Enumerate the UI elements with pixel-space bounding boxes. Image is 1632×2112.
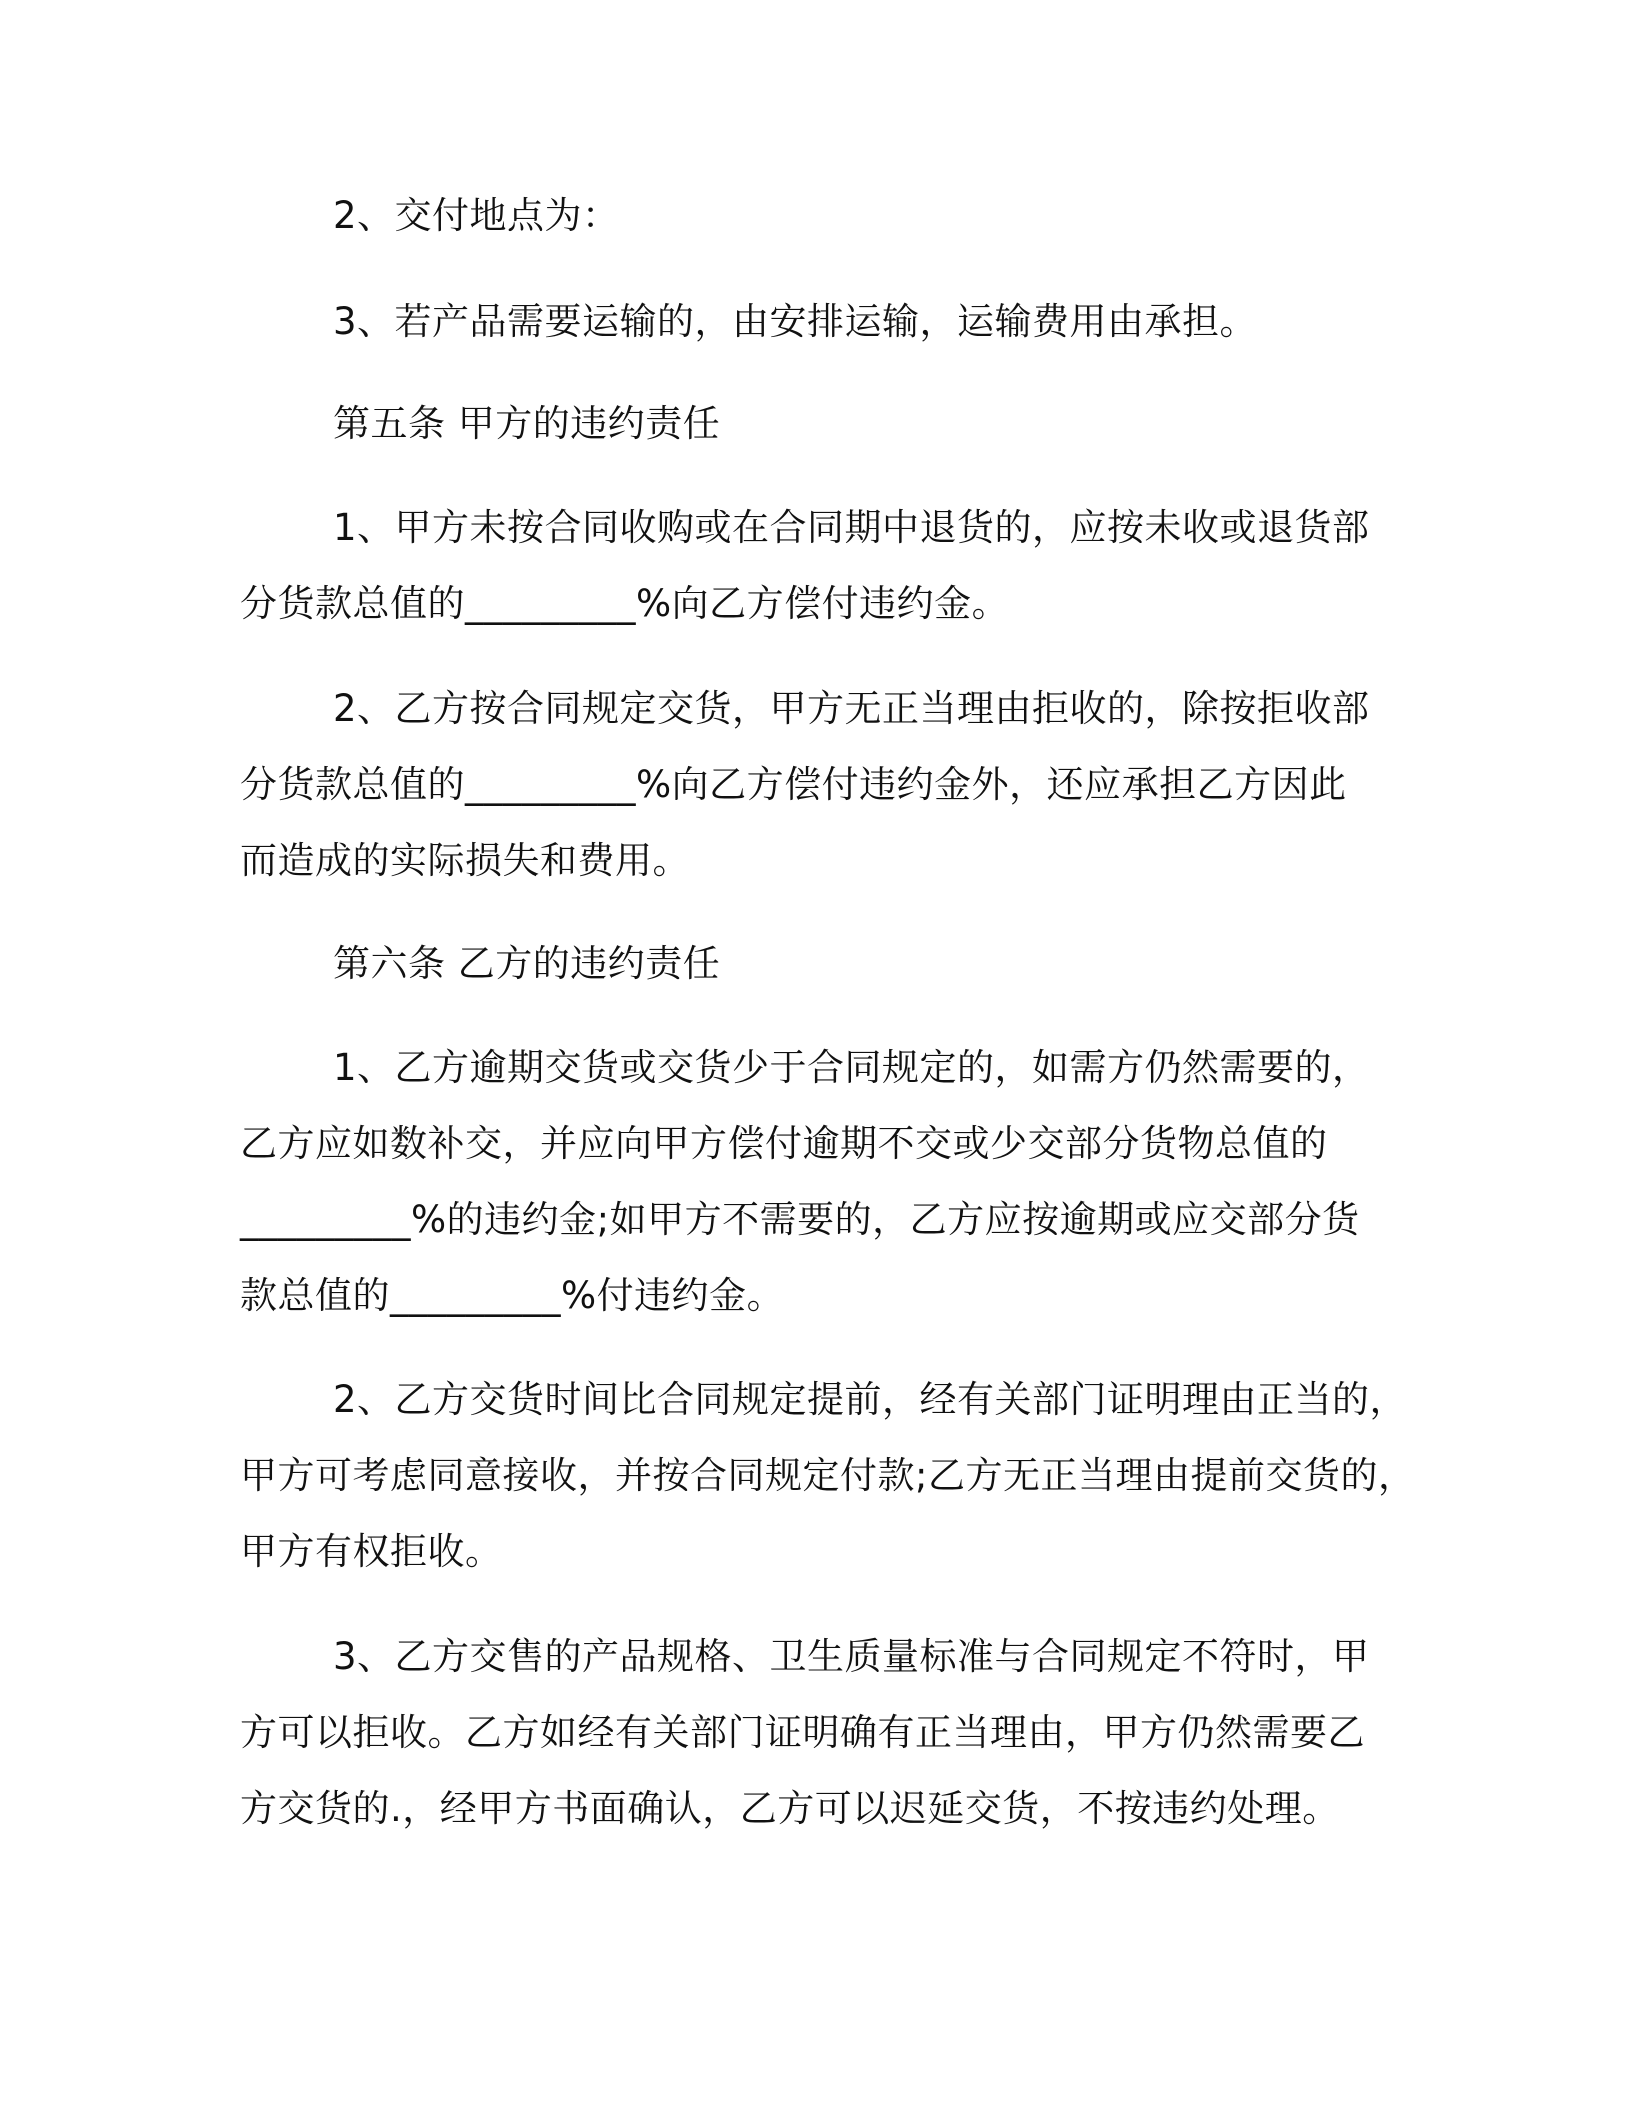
article-6-item-1 [240, 1030, 1400, 1334]
paragraph-line: 甲方有权拒收。 [240, 1530, 503, 1573]
article-6-item-3 [240, 1619, 1400, 1847]
paragraph-line: 3、若产品需要运输的，由安排运输，运输费用由承担。 [333, 300, 1258, 343]
paragraph-line: 甲方可考虑同意接收，并按合同规定付款;乙方无正当理由提前交货的， [240, 1454, 1416, 1497]
paragraph-line: 方交货的.，经甲方书面确认，乙方可以迟延交货，不按违约处理。 [240, 1787, 1340, 1830]
article-5-item-2 [240, 671, 1400, 899]
paragraph-line: 2、交付地点为： [333, 194, 620, 237]
paragraph-line: 乙方应如数补交，并应向甲方偿付逾期不交或少交部分货物总值的 [240, 1122, 1328, 1165]
paragraph-line: 1、乙方逾期交货或交货少于合同规定的，如需方仍然需要的， [333, 1046, 1370, 1089]
clause-4-item-3 [240, 284, 1400, 360]
paragraph-line: _________%的违约金;如甲方不需要的，乙方应按逾期或应交部分货 [240, 1198, 1360, 1241]
paragraph-line: 分货款总值的_________%向乙方偿付违约金。 [240, 582, 1010, 625]
paragraph-line: 分货款总值的_________%向乙方偿付违约金外，还应承担乙方因此 [240, 763, 1347, 806]
article-5-item-1 [240, 490, 1400, 642]
paragraph-line: 款总值的_________%付违约金。 [240, 1274, 785, 1317]
paragraph-line: 而造成的实际损失和费用。 [240, 839, 690, 882]
paragraph-line: 2、乙方交货时间比合同规定提前，经有关部门证明理由正当的， [333, 1378, 1408, 1421]
section-heading: 第五条 甲方的违约责任 [333, 402, 721, 445]
section-heading: 第六条 乙方的违约责任 [333, 942, 721, 985]
paragraph-line: 3、乙方交售的产品规格、卫生质量标准与合同规定不符时，甲 [333, 1635, 1370, 1678]
article-6-heading [240, 926, 1400, 1002]
article-6-item-2 [240, 1362, 1416, 1590]
article-5-heading [240, 386, 1400, 462]
paragraph-line: 方可以拒收。乙方如经有关部门证明确有正当理由，甲方仍然需要乙 [240, 1711, 1365, 1754]
paragraph-line: 1、甲方未按合同收购或在合同期中退货的，应按未收或退货部 [333, 506, 1370, 549]
paragraph-line: 2、乙方按合同规定交货，甲方无正当理由拒收的，除按拒收部 [333, 687, 1370, 730]
clause-4-item-2 [240, 178, 1400, 254]
